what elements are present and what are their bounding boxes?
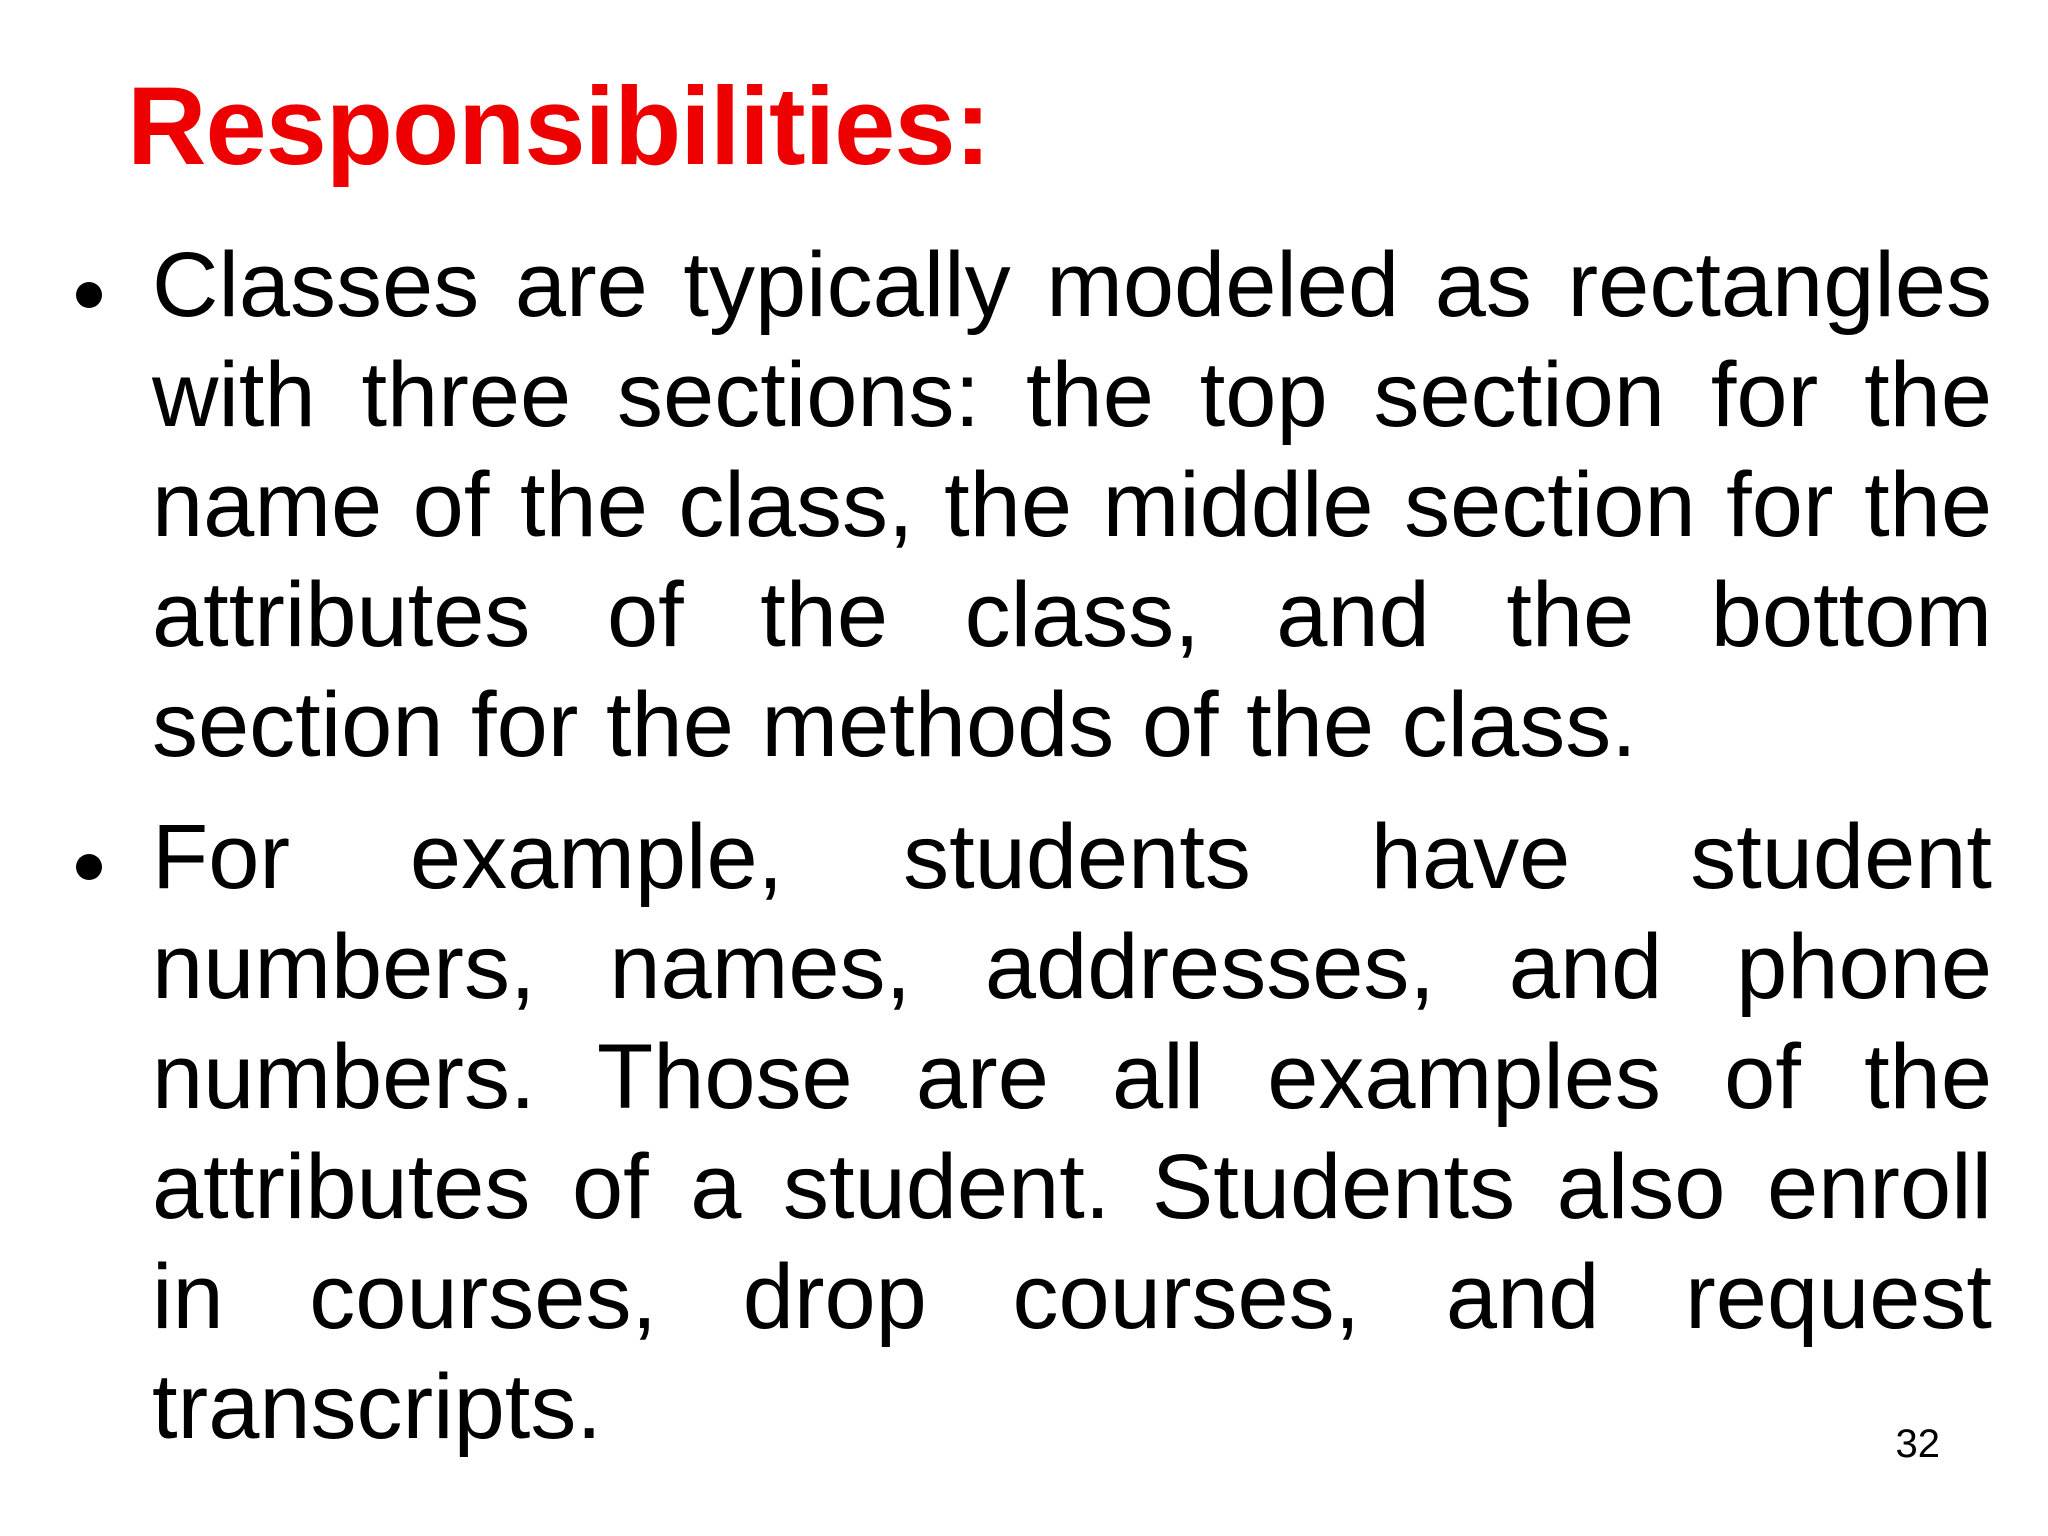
slide-title: Responsibilities: xyxy=(127,65,991,188)
bullet-list xyxy=(0,230,2048,1484)
bullet-item xyxy=(0,230,2048,780)
page-number: 32 xyxy=(1895,1422,1940,1466)
bullet-dot-icon xyxy=(76,282,102,308)
bullet-dot-icon xyxy=(76,854,102,880)
bullet-item xyxy=(0,802,2048,1462)
bullet-text: For example, students have student numbers, names, addresses, and phone numbers. Those are all examples of the attributes of a student. Students also enroll in courses, drop courses, and request transcripts. xyxy=(152,806,1992,1458)
bullet-text: Classes are typically modeled as rectangles with three sections: the top section for the name of the class, the middle section for the attributes of the class, and the bottom section for the methods of the class. xyxy=(152,234,1992,776)
